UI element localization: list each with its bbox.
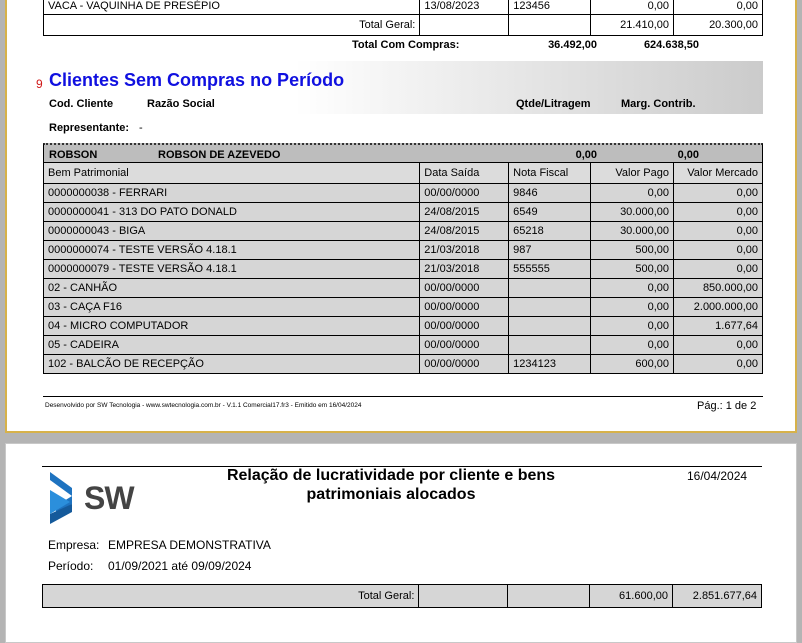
grand-total-table — [42, 584, 762, 608]
table-cell: 0,00 — [591, 298, 674, 317]
table-cell: 0000000038 - FERRARI — [44, 184, 420, 203]
total-com-compras-label: Total Com Compras: — [352, 39, 460, 51]
section-title: Clientes Sem Compras no Período — [49, 70, 345, 90]
sw-logo-text: SW — [84, 480, 134, 516]
column-header: Bem Patrimonial — [44, 163, 420, 184]
table-row — [44, 222, 763, 241]
col-cod-cliente: Cod. Cliente — [49, 98, 114, 110]
footer-developer: Desenvolvido por SW Tecnologia - www.swtecnologia.com.br - V.1.1 Comercial17.fr3 - Emitido em 16/04/2024 — [45, 402, 362, 409]
table-cell: 555555 — [509, 260, 591, 279]
table-cell: 500,00 — [591, 260, 674, 279]
clipped-row-date: 13/08/2023 — [420, 0, 509, 15]
column-header: Valor Pago — [591, 163, 674, 184]
table-row — [44, 336, 763, 355]
footer-divider — [43, 396, 763, 397]
grand-total-pago: 61.600,00 — [590, 585, 673, 608]
table-cell: 21/03/2018 — [420, 241, 509, 260]
table-header-row — [44, 163, 763, 184]
empty-cell — [420, 15, 509, 36]
table-cell: 30.000,00 — [591, 222, 674, 241]
table-cell: 00/00/0000 — [420, 317, 509, 336]
footer-page-number: Pág.: 1 de 2 — [697, 400, 757, 412]
column-header: Nota Fiscal — [509, 163, 591, 184]
clipped-row-nf: 123456 — [509, 0, 591, 15]
table-cell: 0,00 — [674, 355, 763, 374]
table-cell: 0,00 — [591, 336, 674, 355]
table-cell: 1234123 — [509, 355, 591, 374]
table-cell: 21/03/2018 — [420, 260, 509, 279]
previous-group-table — [43, 0, 763, 36]
table-cell: 0,00 — [591, 317, 674, 336]
table-cell: 00/00/0000 — [420, 355, 509, 374]
table-cell: 0,00 — [674, 336, 763, 355]
report-title-line2: patrimoniais alocados — [306, 486, 476, 503]
table-cell: 9846 — [509, 184, 591, 203]
table-row — [44, 184, 763, 203]
client-qtde: 0,00 — [575, 149, 597, 161]
table-cell: 04 - MICRO COMPUTADOR — [44, 317, 420, 336]
table-row — [44, 203, 763, 222]
table-cell: 1.677,64 — [674, 317, 763, 336]
table-cell: 0,00 — [674, 184, 763, 203]
group-total-mercado: 20.300,00 — [674, 15, 763, 36]
report-page-2 — [5, 443, 797, 643]
table-cell: 00/00/0000 — [420, 298, 509, 317]
group-total-label: Total Geral: — [44, 15, 420, 36]
sw-logo-icon — [46, 468, 86, 528]
table-cell: 0,00 — [674, 241, 763, 260]
total-com-compras-1: 36.492,00 — [548, 39, 597, 51]
table-cell: 6549 — [509, 203, 591, 222]
representante-label: Representante: — [49, 122, 130, 134]
representante-value: - — [139, 122, 143, 134]
table-cell: 0000000079 - TESTE VERSÃO 4.18.1 — [44, 260, 420, 279]
table-cell: 0,00 — [591, 279, 674, 298]
table-cell: 102 - BALCÃO DE RECEPÇÃO — [44, 355, 420, 374]
empty-cell — [419, 585, 508, 608]
report-title-line1: Relação de lucratividade por cliente e bens — [226, 467, 556, 484]
grand-total-mercado: 2.851.677,64 — [672, 585, 761, 608]
periodo-value: 01/09/2021 até 09/09/2024 — [108, 559, 252, 573]
table-cell: 00/00/0000 — [420, 184, 509, 203]
table-cell: 0000000074 - TESTE VERSÃO 4.18.1 — [44, 241, 420, 260]
grand-total-label: Total Geral: — [43, 585, 419, 608]
table-cell: 03 - CAÇA F16 — [44, 298, 420, 317]
report-page-1 — [5, 0, 797, 433]
table-cell: 0,00 — [591, 184, 674, 203]
section-number: 9 — [36, 77, 43, 91]
total-com-compras-2: 624.638,50 — [643, 39, 699, 51]
empresa-label: Empresa: — [48, 538, 100, 552]
table-cell: 500,00 — [591, 241, 674, 260]
client-code: ROBSON — [49, 149, 98, 161]
group-total-pago: 21.410,00 — [591, 15, 674, 36]
col-razao-social: Razão Social — [147, 98, 215, 110]
column-header: Data Saída — [420, 163, 509, 184]
clipped-row-item: VACA - VAQUINHA DE PRESÉPIO — [44, 0, 420, 15]
table-cell: 0000000043 - BIGA — [44, 222, 420, 241]
table-cell: 24/08/2015 — [420, 203, 509, 222]
table-cell — [509, 317, 591, 336]
table-row — [44, 279, 763, 298]
table-cell: 05 - CADEIRA — [44, 336, 420, 355]
client-marg: 0,00 — [677, 149, 699, 161]
table-cell: 30.000,00 — [591, 203, 674, 222]
table-cell: 65218 — [509, 222, 591, 241]
bens-table — [43, 162, 763, 374]
empty-cell — [508, 585, 590, 608]
table-row — [44, 317, 763, 336]
table-cell — [509, 279, 591, 298]
empresa-value: EMPRESA DEMONSTRATIVA — [108, 538, 271, 552]
table-cell — [509, 298, 591, 317]
table-row — [44, 298, 763, 317]
empty-cell — [509, 15, 591, 36]
table-cell: 24/08/2015 — [420, 222, 509, 241]
table-cell — [509, 336, 591, 355]
table-cell: 987 — [509, 241, 591, 260]
report-date: 16/04/2024 — [687, 469, 748, 483]
clipped-row-pago: 0,00 — [591, 0, 674, 15]
table-cell: 02 - CANHÃO — [44, 279, 420, 298]
table-row — [44, 241, 763, 260]
client-name: ROBSON DE AZEVEDO — [158, 149, 281, 161]
table-cell: 00/00/0000 — [420, 279, 509, 298]
col-marg-contrib: Marg. Contrib. — [621, 98, 696, 110]
table-row — [44, 260, 763, 279]
table-cell: 0,00 — [674, 260, 763, 279]
table-cell: 0000000041 - 313 DO PATO DONALD — [44, 203, 420, 222]
table-cell: 00/00/0000 — [420, 336, 509, 355]
column-header: Valor Mercado — [674, 163, 763, 184]
table-cell: 2.000.000,00 — [674, 298, 763, 317]
clipped-row-mercado: 0,00 — [674, 0, 763, 15]
table-cell: 600,00 — [591, 355, 674, 374]
table-cell: 0,00 — [674, 222, 763, 241]
periodo-label: Período: — [48, 559, 94, 573]
table-row — [44, 355, 763, 374]
col-qtde-litragem: Qtde/Litragem — [516, 98, 591, 110]
table-cell: 0,00 — [674, 203, 763, 222]
table-cell: 850.000,00 — [674, 279, 763, 298]
